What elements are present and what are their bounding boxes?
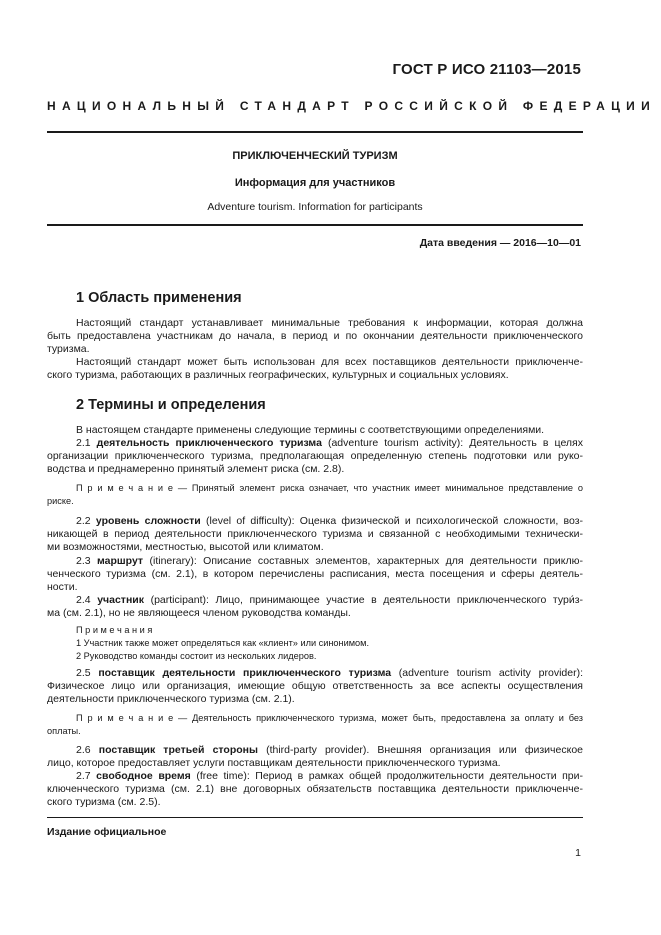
term-definition: (level of difficulty): Оценка физической и психологической сложности, воз- bbox=[206, 515, 583, 527]
text-line bbox=[47, 744, 583, 757]
text-line bbox=[47, 555, 583, 568]
term-definition: (participant): Лицо, принимающее участие в деятельности приключенческого тури́з- bbox=[150, 594, 584, 606]
title-divider bbox=[47, 224, 583, 226]
english-title: Adventure tourism. Information for participants bbox=[207, 201, 423, 213]
text-line bbox=[47, 770, 583, 783]
footer-divider bbox=[47, 817, 583, 818]
term-number: 2.7 bbox=[76, 770, 91, 782]
term-name: участник bbox=[97, 594, 144, 606]
notes-label: П р и м е ч а н и я bbox=[76, 625, 153, 635]
note-label: П р и м е ч а н и е bbox=[76, 713, 174, 723]
text-line: туризма. bbox=[47, 343, 90, 356]
introduction-date: Дата введения — 2016—10—01 bbox=[419, 237, 581, 249]
term-2-4 bbox=[47, 594, 583, 620]
scope-paragraph-2 bbox=[47, 356, 583, 382]
term-name: поставщик деятельности приключенческого туризма bbox=[98, 667, 392, 679]
page-number: 1 bbox=[575, 847, 581, 859]
text-line: никающей в период деятельности приключенческого туризма и связанной с необходимыми технически- bbox=[47, 528, 583, 541]
official-edition-label: Издание официальное bbox=[47, 826, 167, 838]
text-line: ключенческого туризма (см. 2.1) вне договорных обязательств поставщика деятельности приключенче- bbox=[47, 783, 583, 796]
terms-intro bbox=[47, 424, 583, 437]
section-2-heading: 2 Термины и определения bbox=[76, 397, 266, 413]
note-label: П р и м е ч а н и е bbox=[76, 483, 173, 493]
text-line bbox=[47, 667, 583, 680]
text-line: ми возможностями, местностью, высотой или климатом. bbox=[47, 541, 324, 554]
note-item: 2 Руководство команды состоит из нескольких лидеров. bbox=[76, 651, 317, 662]
text-line: водства и преднамеренно принятый элемент риска (см. 2.8). bbox=[47, 463, 345, 476]
national-standard-banner: НАЦИОНАЛЬНЫЙ СТАНДАРТ РОССИЙСКОЙ ФЕДЕРАЦИИ bbox=[47, 99, 657, 113]
term-name: маршрут bbox=[97, 555, 144, 567]
term-number: 2.4 bbox=[76, 594, 91, 606]
text-line: быть предоставлена участникам до начала, в период и по окончании деятельности приключенческого bbox=[47, 330, 583, 343]
text-line: ма (см. 2.1), но не являющееся членом руководства команды. bbox=[47, 607, 351, 620]
text-line: риске. bbox=[47, 496, 74, 507]
text-line: деятельности приключенческого туризма (см. 2.1). bbox=[47, 693, 295, 706]
term-definition: (itinerary): Описание составных элементов, характерных для деятельности приклю- bbox=[149, 555, 583, 567]
term-name: свободное время bbox=[96, 770, 191, 782]
note-text: — Принятый элемент риска означает, что участник имеет минимальное представление о bbox=[172, 483, 583, 493]
scope-paragraph-1 bbox=[47, 317, 583, 357]
term-2-1 bbox=[47, 437, 583, 477]
term-number: 2.1 bbox=[76, 437, 91, 449]
document-subtitle: Информация для участников bbox=[234, 177, 396, 189]
text-line: Настоящий стандарт может быть использован для всех поставщиков деятельности приключенче- bbox=[76, 356, 583, 368]
notes-2-4 bbox=[47, 624, 583, 664]
text-line bbox=[47, 712, 583, 725]
term-definition: (adventure tourism activity): Деятельность в целях bbox=[327, 437, 583, 449]
term-name: поставщик третьей стороны bbox=[98, 744, 258, 756]
text-line bbox=[47, 482, 583, 495]
term-2-2 bbox=[47, 515, 583, 555]
term-number: 2.3 bbox=[76, 555, 91, 567]
note-item: 1 Участник также может определяться как «клиент» или синонимом. bbox=[76, 638, 370, 649]
term-2-5 bbox=[47, 667, 583, 707]
text-line: ности. bbox=[47, 581, 78, 594]
term-name: деятельность приключенческого туризма bbox=[96, 437, 322, 449]
term-number: 2.5 bbox=[76, 667, 91, 679]
term-number: 2.2 bbox=[76, 515, 91, 527]
text-line: Физическое лицо или организация, имеющие общую ответственность за все аспекты осуществления bbox=[47, 680, 583, 693]
note-text: — Деятельность приключенческого туризма, может быть, предоставлена за оплату и без bbox=[173, 713, 583, 723]
text-line: Настоящий стандарт устанавливает минимальные требования к информации, которая должна bbox=[76, 317, 583, 329]
text-line: В настоящем стандарте применены следующие термины с соответствующими определениями. bbox=[76, 424, 545, 436]
note-2-5 bbox=[47, 712, 583, 738]
text-line: лицо, которое предоставляет услуги поставщикам деятельности приключенческого туризма. bbox=[47, 757, 501, 770]
term-definition: (free time): Период в рамках общей продолжительности деятельности при- bbox=[196, 770, 583, 782]
top-divider bbox=[47, 131, 583, 133]
term-definition: (adventure tourism activity provider): bbox=[398, 667, 583, 679]
term-definition: (third-party provider). Внешняя организация или физическое bbox=[266, 744, 583, 756]
term-number: 2.6 bbox=[76, 744, 91, 756]
text-line bbox=[47, 515, 583, 528]
text-line: оплаты. bbox=[47, 726, 81, 737]
note-2-1 bbox=[47, 482, 583, 508]
text-line: ского туризма (см. 2.5). bbox=[47, 796, 161, 809]
text-line bbox=[47, 437, 583, 450]
text-line: организации приключенческого туризма, предполагающая определенную степень подготовки или руко- bbox=[47, 450, 583, 463]
document-title: ПРИКЛЮЧЕНЧЕСКИЙ ТУРИЗМ bbox=[232, 150, 398, 162]
term-2-6 bbox=[47, 744, 583, 770]
text-line bbox=[47, 594, 583, 607]
section-1-heading: 1 Область применения bbox=[76, 290, 242, 306]
text-line: ского туризма, работающих в различных географических, культурных и социальных условиях. bbox=[47, 369, 509, 382]
standard-number: ГОСТ Р ИСО 21103—2015 bbox=[392, 61, 581, 78]
text-line: ченческого туризма (см. 2.1), в котором перечислены расписания, места посещения и сферы деятель- bbox=[47, 568, 583, 581]
term-2-3 bbox=[47, 555, 583, 595]
term-name: уровень сложности bbox=[95, 515, 201, 527]
term-2-7 bbox=[47, 770, 583, 810]
